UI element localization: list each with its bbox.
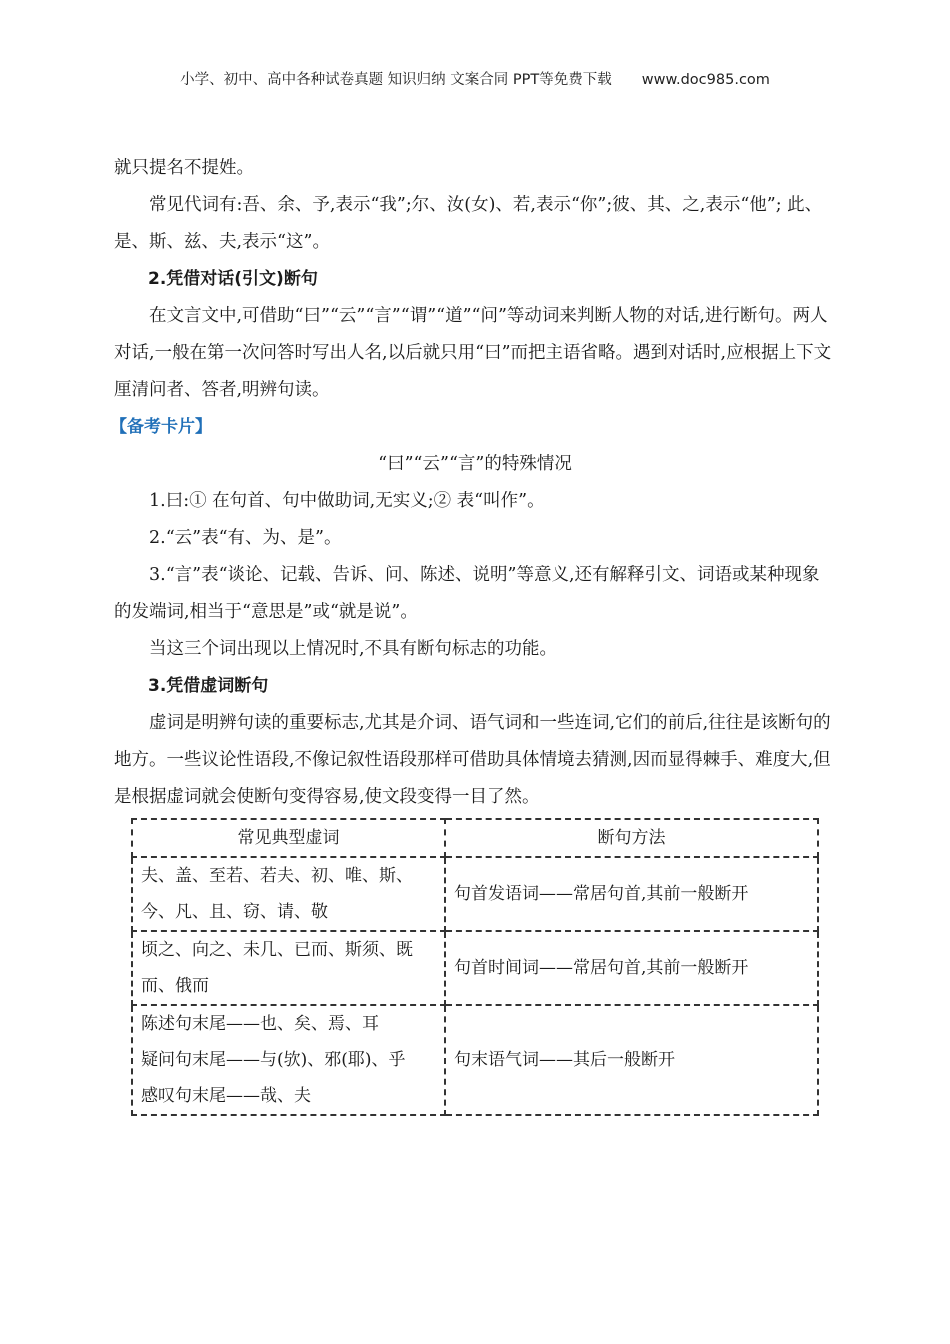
table-cell-method: 句末语气词——其后一般断开 [445,1005,818,1115]
word-line: 陈述句末尾——也、矣、焉、耳 [141,1014,379,1034]
table-cell-words [132,857,445,931]
card-title: 【备考卡片】 [110,417,212,437]
card-note: 当这三个词出现以上情况时,不具有断句标志的功能。 [149,639,558,659]
table-header-row [132,819,818,857]
paragraph-dialogue: 在文言文中,可借助“曰”“云”“言”“谓”“道”“问”等动词来判断人物的对话,进行断句。两人对话,一般在第一次问答时写出人名,以后就只用“曰”而把主语省略。遇到对话时,应根据上下文厘清问者、答者,明辨句读。 [114,306,832,400]
paragraph-function-words: 虚词是明辨句读的重要标志,尤其是介词、语气词和一些连词,它们的前后,往往是该断句的地方。一些议论性语段,不像记叙性语段那样可借助具体情境去猜测,因而显得棘手、难度大,但是根据虚词就会使断句变得容易,使文段变得一目了然。 [114,713,831,807]
paragraph-1: 就只提名不提姓。 [114,158,254,178]
word-line: 夫、盖、至若、若夫、初、唯、斯、今、凡、且、窃、请、敬 [141,866,413,922]
table-cell-method: 句首时间词——常居句首,其前一般断开 [445,931,818,1005]
table-row [132,931,818,1005]
table-cell-method: 句首发语词——常居句首,其前一般断开 [445,857,818,931]
card-item-2: 2.“云”表“有、为、是”。 [149,528,342,548]
document-body [110,150,836,816]
table-header-method: 断句方法 [445,819,818,857]
page-header [0,68,950,89]
table-row [132,857,818,931]
word-line: 疑问句末尾——与(欤)、邪(耶)、乎 [141,1050,406,1070]
card-subtitle: “曰”“云”“言”的特殊情况 [378,454,572,474]
function-words-table [131,818,819,1116]
table-cell-words [132,1005,445,1115]
paragraph-pronouns: 常见代词有:吾、余、予,表示“我”;尔、汝(女)、若,表示“你”;彼、其、之,表示“他”; 此、是、斯、兹、夫,表示“这”。 [114,195,823,252]
word-line: 顷之、向之、未几、已而、斯须、既而、俄而 [141,940,413,996]
section-heading-2: 2.凭借对话(引文)断句 [148,269,318,289]
table-row [132,1005,818,1115]
table-cell-words [132,931,445,1005]
card-item-3: 3.“言”表“谈论、记载、告诉、问、陈述、说明”等意义,还有解释引文、词语或某种现象的发端词,相当于“意思是”或“就是说”。 [114,565,820,622]
table-header-words: 常见典型虚词 [132,819,445,857]
card-item-1: 1.曰:① 在句首、句中做助词,无实义;② 表“叫作”。 [149,491,545,511]
section-heading-3: 3.凭借虚词断句 [148,676,269,696]
word-line: 感叹句末尾——哉、夫 [141,1086,311,1106]
header-url[interactable]: www.doc985.com [641,72,770,88]
header-text: 小学、初中、高中各种试卷真题 知识归纳 文案合同 PPT等免费下载 [180,72,612,88]
